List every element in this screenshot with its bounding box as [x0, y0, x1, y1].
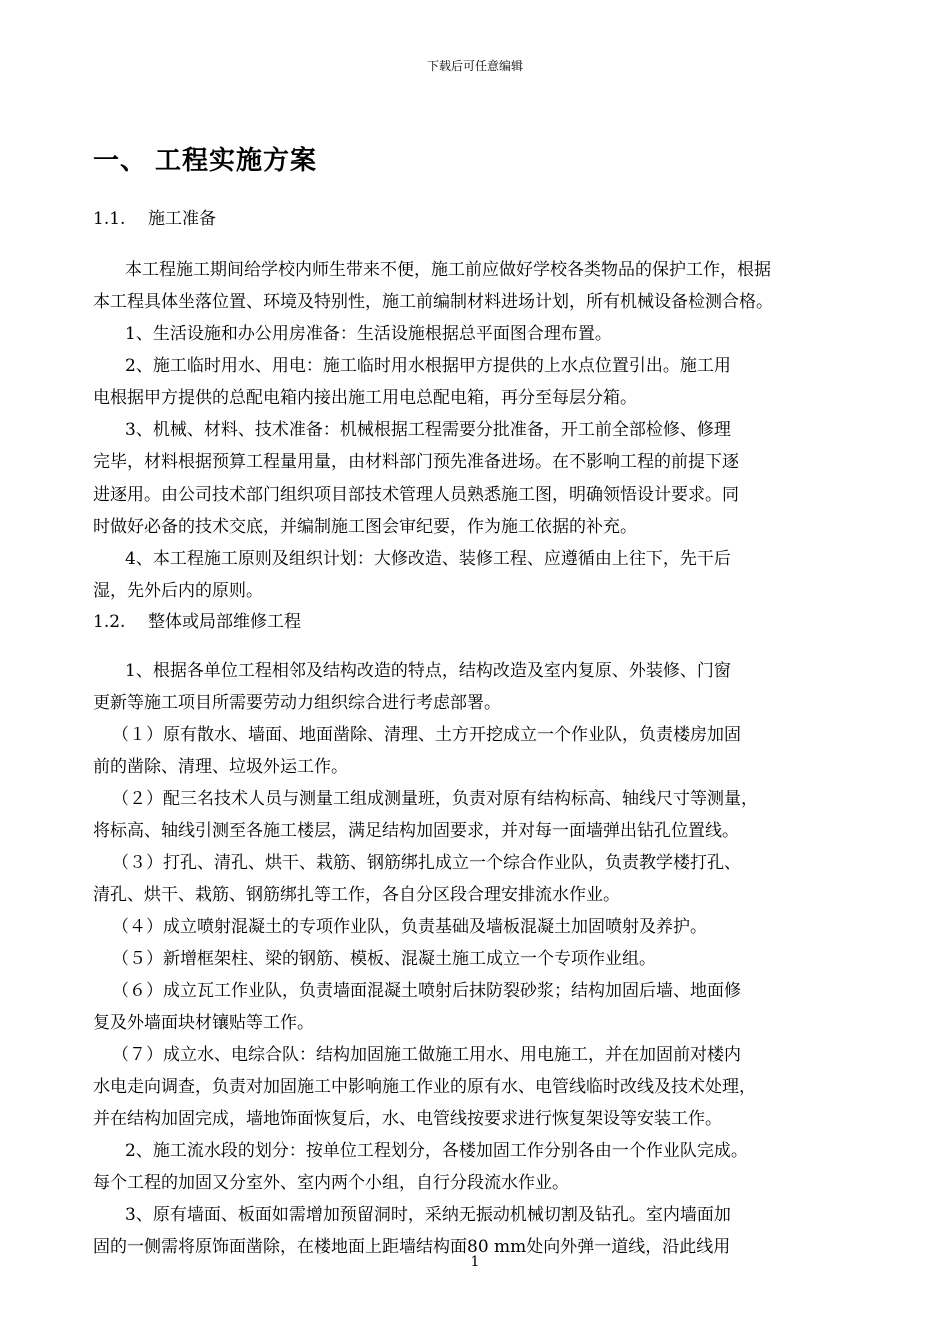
text-line: 2、施工流水段的划分：按单位工程划分，各楼加固工作分别各由一个作业队完成。 — [125, 1141, 748, 1161]
text-line: 每个工程的加固又分室外、室内两个小组，自行分段流水作业。 — [93, 1173, 569, 1193]
text-line: 进逐用。由公司技术部门组织项目部技术管理人员熟悉施工图，明确领悟设计要求。同 — [93, 485, 739, 505]
text-line: 本工程具体坐落位置、环境及特别性，施工前编制材料进场计划，所有机械设备检测合格。 — [93, 292, 773, 312]
text-line: 时做好必备的技术交底，并编制施工图会审纪要，作为施工依据的补充。 — [93, 517, 637, 537]
text-line: 清孔、烘干、栽筋、钢筋绑扎等工作，各自分区段合理安排流水作业。 — [93, 885, 620, 905]
text-line: 3、原有墙面、板面如需增加预留洞时，采纳无振动机械切割及钻孔。室内墙面加 — [125, 1205, 731, 1225]
text-line: 电根据甲方提供的总配电箱内接出施工用电总配电箱，再分至每层分箱。 — [93, 388, 637, 408]
chapter-title — [93, 140, 317, 177]
text-line: 水电走向调查，负责对加固施工中影响施工作业的原有水、电管线临时改线及技术处理， — [93, 1077, 756, 1097]
text-line: 3、机械、材料、技术准备：机械根据工程需要分批准备，开工前全部检修、修理 — [125, 420, 731, 440]
text-line: 1、生活设施和办公用房准备：生活设施根据总平面图合理布置。 — [125, 324, 612, 344]
chapter-number: 一、 — [93, 146, 148, 176]
section-heading — [93, 607, 301, 632]
text-line: （４）成立喷射混凝土的专项作业队，负责基础及墙板混凝土加固喷射及养护。 — [112, 917, 707, 937]
text-line: 2、施工临时用水、用电：施工临时用水根据甲方提供的上水点位置引出。施工用 — [125, 356, 731, 376]
text-line: 1、根据各单位工程相邻及结构改造的特点，结构改造及室内复原、外装修、门窗 — [125, 661, 731, 681]
section-number: 1.1. — [93, 209, 126, 229]
text-line: 前的凿除、清理、垃圾外运工作。 — [93, 757, 348, 777]
text-line: （５）新增框架柱、梁的钢筋、模板、混凝土施工成立一个专项作业组。 — [112, 949, 656, 969]
text-line: 完毕，材料根据预算工程量用量，由材料部门预先准备进场。在不影响工程的前提下逐 — [93, 452, 739, 472]
page-number: 1 — [470, 1254, 480, 1270]
text-line: 并在结构加固完成，墙地饰面恢复后，水、电管线按要求进行恢复架设等安装工作。 — [93, 1109, 722, 1129]
text-line: （６）成立瓦工作业队，负责墙面混凝土喷射后抹防裂砂浆；结构加固后墙、地面修 — [112, 981, 741, 1001]
text-line: （７）成立水、电综合队：结构加固施工做施工用水、用电施工，并在加固前对楼内 — [112, 1045, 741, 1065]
text-line: 复及外墙面块材镶贴等工作。 — [93, 1013, 314, 1033]
text-line: 将标高、轴线引测至各施工楼层，满足结构加固要求，并对每一面墙弹出钻孔位置线。 — [93, 821, 739, 841]
text-line: （３）打孔、清孔、烘干、栽筋、钢筋绑扎成立一个综合作业队，负责教学楼打孔、 — [112, 853, 741, 873]
page-header: 下载后可任意编辑 — [426, 59, 523, 73]
text-line: 湿，先外后内的原则。 — [93, 581, 263, 601]
text-line: 4、本工程施工原则及组织计划：大修改造、装修工程、应遵循由上往下，先干后 — [125, 549, 731, 569]
text-line: （２）配三名技术人员与测量工组成测量班，负责对原有结构标高、轴线尺寸等测量， — [112, 789, 758, 809]
chapter-title-text: 工程实施方案 — [155, 146, 318, 176]
section-heading — [93, 204, 216, 229]
text-line: 固的一侧需将原饰面凿除，在楼地面上距墙结构面80 mm处向外弹一道线，沿此线用 — [93, 1237, 731, 1257]
section-title: 整体或局部维修工程 — [148, 612, 301, 632]
text-line: （１）原有散水、墙面、地面凿除、清理、土方开挖成立一个作业队，负责楼房加固 — [112, 725, 741, 745]
text-line: 本工程施工期间给学校内师生带来不便，施工前应做好学校各类物品的保护工作，根据 — [125, 260, 771, 280]
text-line: 更新等施工项目所需要劳动力组织综合进行考虑部署。 — [93, 693, 501, 713]
section-number: 1.2. — [93, 612, 126, 632]
section-title: 施工准备 — [148, 209, 216, 229]
